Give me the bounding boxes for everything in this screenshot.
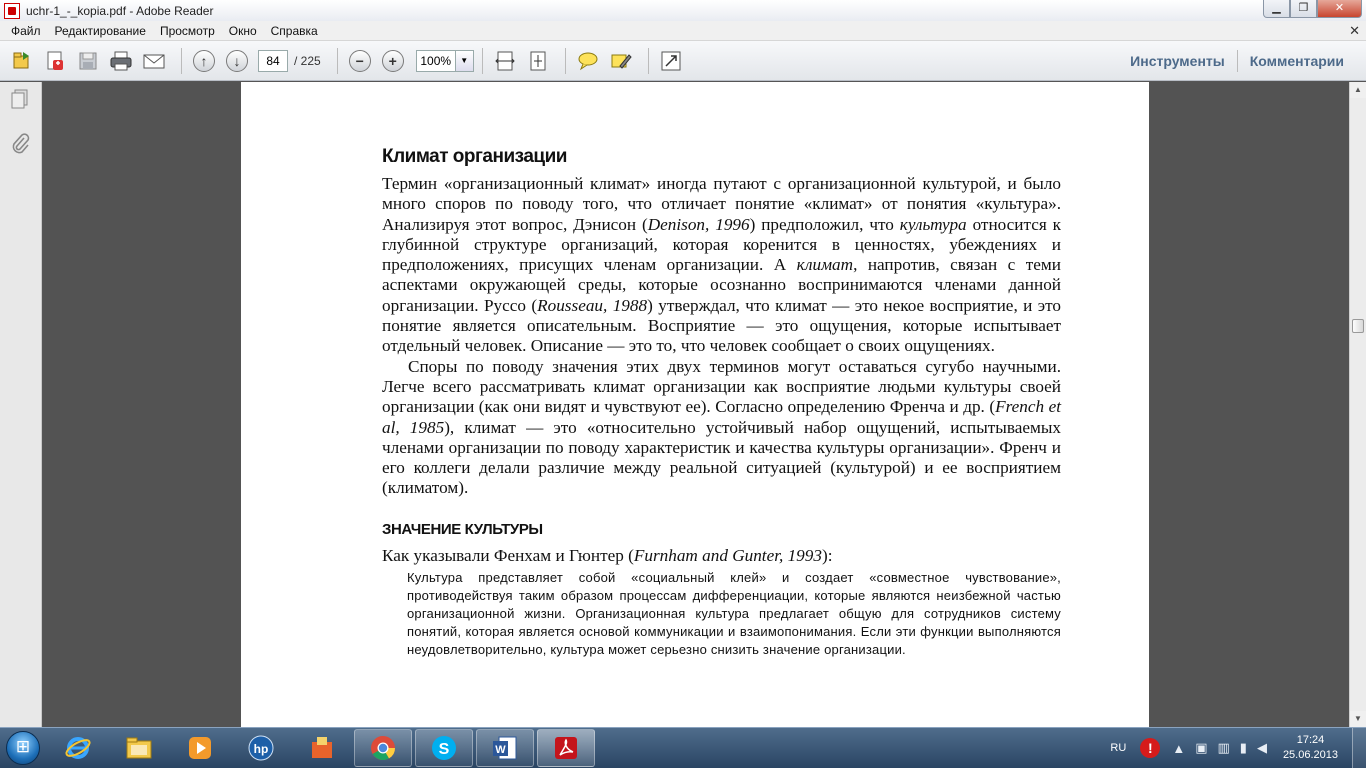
start-button[interactable] xyxy=(0,728,46,768)
svg-text:hp: hp xyxy=(253,742,269,756)
toolbar-right xyxy=(1118,41,1356,81)
taskbar-app-orange[interactable] xyxy=(293,729,351,767)
scroll-thumb[interactable] xyxy=(1352,319,1364,333)
taskbar xyxy=(0,727,1366,768)
fit-width-icon[interactable] xyxy=(491,47,519,75)
scroll-up-icon[interactable]: ▲ xyxy=(1350,82,1366,98)
zoom-in-icon[interactable]: + xyxy=(379,47,407,75)
next-page-icon[interactable]: ↓ xyxy=(223,47,251,75)
zoom-select[interactable] xyxy=(416,50,474,72)
toolbar-separator xyxy=(337,48,338,74)
open-file-icon[interactable] xyxy=(8,47,36,75)
menu-help[interactable]: Справка xyxy=(270,23,318,38)
menu-window[interactable]: Окно xyxy=(228,23,257,38)
vertical-scrollbar[interactable] xyxy=(1349,82,1366,727)
taskbar-skype[interactable] xyxy=(415,729,473,767)
paragraph-1: Термин «организационный климат» иногда путают с организационной культурой, и было много споров по поводу того, что отличает понятие «климат» от понятия «культура». Анализируя этот вопрос, Дэнисон (Denison, 1996) предположил, что культура относится к глубинной структуре организаций, которая коренится в ценностях, убеждениях и предположениях, присущих членам организации. А климат, напротив, связан с теми аспектами окружающей среды, которые осознанно воспринимаются членами данной организации. Руссо (Rousseau, 1988) утверждал, что климат — это некое восприятие, и это понятие является описательным. Восприятие — это ощущения, которые испытывает отдельный человек. Описание — это то, что человек сообщает о своих ощущениях. xyxy=(382,174,1061,356)
chrome-icon xyxy=(369,734,397,762)
body-text xyxy=(382,174,1061,499)
clock-time: 17:24 xyxy=(1296,734,1325,746)
package-icon xyxy=(308,734,336,762)
windows-logo-icon xyxy=(6,731,40,765)
citation-italic: Denison, 1996 xyxy=(647,214,750,234)
word-icon xyxy=(491,734,519,762)
taskbar-media-player[interactable] xyxy=(171,729,229,767)
pdf-app-icon xyxy=(4,3,20,19)
navigation-panel xyxy=(0,82,42,727)
save-icon[interactable] xyxy=(74,47,102,75)
print-icon[interactable] xyxy=(107,47,135,75)
toolbar-separator xyxy=(482,48,483,74)
taskbar-internet-explorer[interactable] xyxy=(49,729,107,767)
close-document-icon[interactable]: ✕ xyxy=(1349,23,1360,38)
toolbar xyxy=(0,41,1366,81)
quote-intro: Как указывали Фенхам и Гюнтер (Furnham and Gunter, 1993): xyxy=(382,545,833,565)
section-heading: Климат организации xyxy=(382,146,567,167)
menu-file[interactable]: Файл xyxy=(11,23,41,38)
highlight-icon[interactable] xyxy=(607,47,635,75)
taskbar-adobe-reader[interactable] xyxy=(537,729,595,767)
zoom-input[interactable] xyxy=(416,50,456,72)
citation-italic: Rousseau, 1988 xyxy=(537,295,648,315)
comment-icon[interactable] xyxy=(574,47,602,75)
show-desktop-button[interactable] xyxy=(1352,728,1366,768)
svg-text:W: W xyxy=(495,744,506,756)
adobe-reader-icon xyxy=(552,734,580,762)
close-button[interactable]: ✕ xyxy=(1317,0,1362,18)
document-view[interactable] xyxy=(43,82,1349,727)
system-tray xyxy=(1110,728,1366,768)
tools-panel-button[interactable]: Инструменты xyxy=(1130,53,1225,69)
window-title: uchr-1_-_kopia.pdf - Adobe Reader xyxy=(26,3,214,18)
zoom-out-icon[interactable]: − xyxy=(346,47,374,75)
window-controls xyxy=(1263,0,1362,18)
toolbar-separator xyxy=(565,48,566,74)
folder-icon xyxy=(125,734,153,762)
language-indicator[interactable]: RU xyxy=(1110,742,1127,754)
skype-icon xyxy=(430,734,458,762)
taskbar-hp[interactable] xyxy=(232,729,290,767)
media-player-icon xyxy=(186,734,214,762)
attachments-icon[interactable] xyxy=(9,132,31,154)
previous-page-icon[interactable]: ↑ xyxy=(190,47,218,75)
pdf-page xyxy=(241,82,1149,727)
clock-date: 25.06.2013 xyxy=(1282,749,1338,761)
taskbar-chrome[interactable] xyxy=(354,729,412,767)
internet-explorer-icon xyxy=(64,734,92,762)
device-icon[interactable]: ▣ xyxy=(1195,740,1208,755)
volume-icon[interactable]: ◀ xyxy=(1256,740,1267,755)
email-icon[interactable] xyxy=(140,47,168,75)
paragraph-2: Споры по поводу значения этих двух терминов могут оставаться сугубо научными. Легче всего рассматривать климат организации как восприятие людьми культуры своей организации (как они видят и чувствуют ее). Согласно определению Френча и др. (French et al, 1985), климат — это «относительно устойчивый набор ощущений, испытываемых членами организации по поводу характеристик и качества культуры организации». Френч и его коллеги делали различие между реальной ситуацией (культурой) и ее восприятием (климатом). xyxy=(382,356,1062,498)
citation-italic: Furnham and Gunter, 1993 xyxy=(633,545,822,565)
toolbar-separator xyxy=(181,48,182,74)
action-center-alert-icon[interactable]: ! xyxy=(1140,738,1160,758)
page-total: / 225 xyxy=(294,53,321,68)
show-hidden-icons-icon[interactable]: ▲ xyxy=(1172,740,1186,756)
citation-italic: культура xyxy=(899,214,967,234)
page-thumbnails-icon[interactable] xyxy=(9,88,31,110)
hp-icon xyxy=(247,734,275,762)
signal-icon[interactable]: ▮ xyxy=(1239,740,1247,755)
network-icon[interactable]: ▥ xyxy=(1217,740,1230,755)
restore-button[interactable]: ❐ xyxy=(1290,0,1317,18)
subsection-heading: ЗНАЧЕНИЕ КУЛЬТУРЫ xyxy=(382,520,543,538)
page-content xyxy=(382,146,1061,659)
fit-page-icon[interactable] xyxy=(524,47,552,75)
menu-view[interactable]: Просмотр xyxy=(159,23,215,38)
menu-bar xyxy=(0,21,1366,41)
taskbar-explorer[interactable] xyxy=(110,729,168,767)
comments-panel-button[interactable]: Комментарии xyxy=(1249,53,1344,69)
scroll-down-icon[interactable]: ▼ xyxy=(1350,711,1366,727)
clock[interactable] xyxy=(1283,733,1338,763)
minimize-button[interactable]: ▁ xyxy=(1263,0,1290,18)
block-quote: Культура представляет собой «социальный клей» и создает «совместное чувствование», противодействуя таким образом процессам дифференциации, которые являются неизбежной частью организационной жизни. Организационная культура предлагает общую для сотрудников систему понятий, которая является основой коммуникации и взаимопонимания. Если эти функции выполняются неудовлетворительно, культура может серьезно снизить значение организации. xyxy=(407,569,1061,657)
fullscreen-icon[interactable] xyxy=(657,47,685,75)
svg-text:S: S xyxy=(438,741,450,758)
title-bar xyxy=(0,0,1366,21)
chevron-down-icon[interactable]: ▼ xyxy=(456,50,474,72)
citation-italic: French et al, 1985 xyxy=(382,397,1062,437)
menu-edit[interactable]: Редактирование xyxy=(54,23,146,38)
page-number-input[interactable] xyxy=(258,50,288,72)
citation-italic: климат xyxy=(796,255,854,275)
toolbar-separator xyxy=(648,48,649,74)
taskbar-word[interactable] xyxy=(476,729,534,767)
create-pdf-icon[interactable] xyxy=(41,47,69,75)
